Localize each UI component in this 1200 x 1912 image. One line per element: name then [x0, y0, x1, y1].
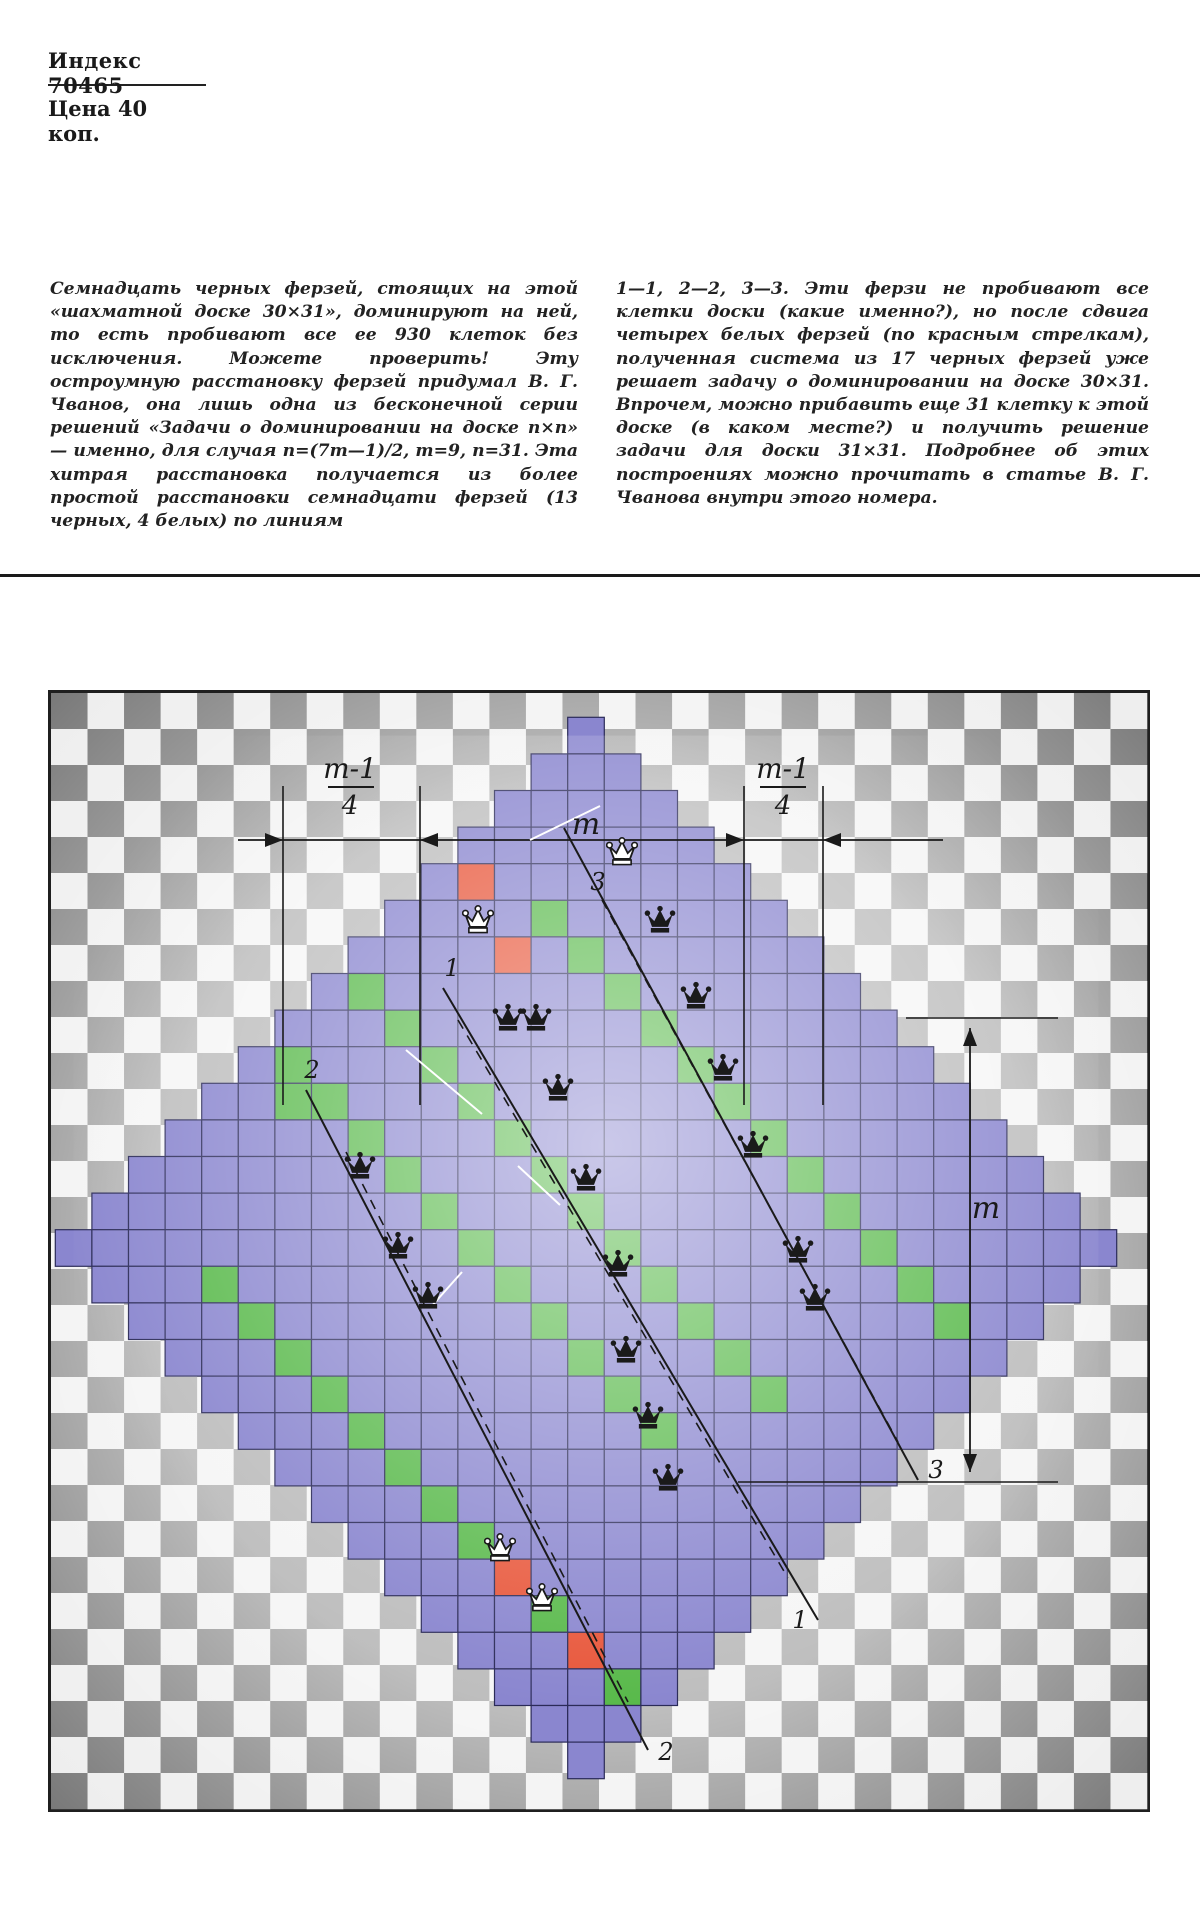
section-divider — [0, 574, 1200, 577]
dim-left-bottom-label: 4 — [341, 791, 359, 821]
index-label: Индекс 70465 — [48, 48, 142, 98]
dim-right-bottom-label: 4 — [774, 791, 792, 821]
price-label: Цена 40 коп. — [48, 96, 148, 146]
line-1-end-label: 1 — [792, 1606, 808, 1634]
line-2-end-label: 2 — [658, 1738, 674, 1766]
queens-domination-figure — [48, 690, 1150, 1812]
text-column-left: Семнадцать черных ферзей, стоящих на этой «шахматной доске 30×31», доминируют на ней, то есть пробивают все ее 930 клеток без исключения. Можете проверить! Эту остроумную расстановку ферзей придумал В. Г. Чванов, она лишь одна из бесконечной серии решений «Задачи о доминировании на доске n×n» — именно, для случая n=(7m—1)/2, m=9, n=31. Эта хитрая расстановка получается из более простой расстановки семнадцати ферзей (13 черных, 4 белых) по линиям — [50, 279, 578, 532]
dim-center-label: m — [571, 807, 601, 842]
line-3-label: 3 — [590, 868, 606, 896]
header-block — [48, 48, 206, 146]
dim-left-top-label: m-1 — [323, 752, 377, 785]
diamond-glow — [74, 736, 1099, 1761]
dim-right-top-label: m-1 — [756, 752, 810, 785]
line-2-label: 2 — [304, 1056, 320, 1084]
text-column-right: 1—1, 2—2, 3—3. Эти ферзи не пробивают все клетки доски (какие именно?), но после сдвига четырех белых ферзей (по красным стрелкам), полученная система из 17 черных ферзей уже решает задачу о доминировании на доске 30×31. Впрочем, можно прибавить еще 31 клетку к этой доске (в каком месте?) и получить решение задачи для доски 31×31. Подробнее об этих построениях можно прочитать в статье В. Г. Чванова внутри этого номера. — [616, 279, 1149, 508]
chessboard-diagram — [48, 690, 1150, 1812]
dim-vertical-label: m — [971, 1191, 1001, 1226]
line-1-label: 1 — [444, 954, 460, 982]
line-3-end-label: 3 — [928, 1456, 944, 1484]
